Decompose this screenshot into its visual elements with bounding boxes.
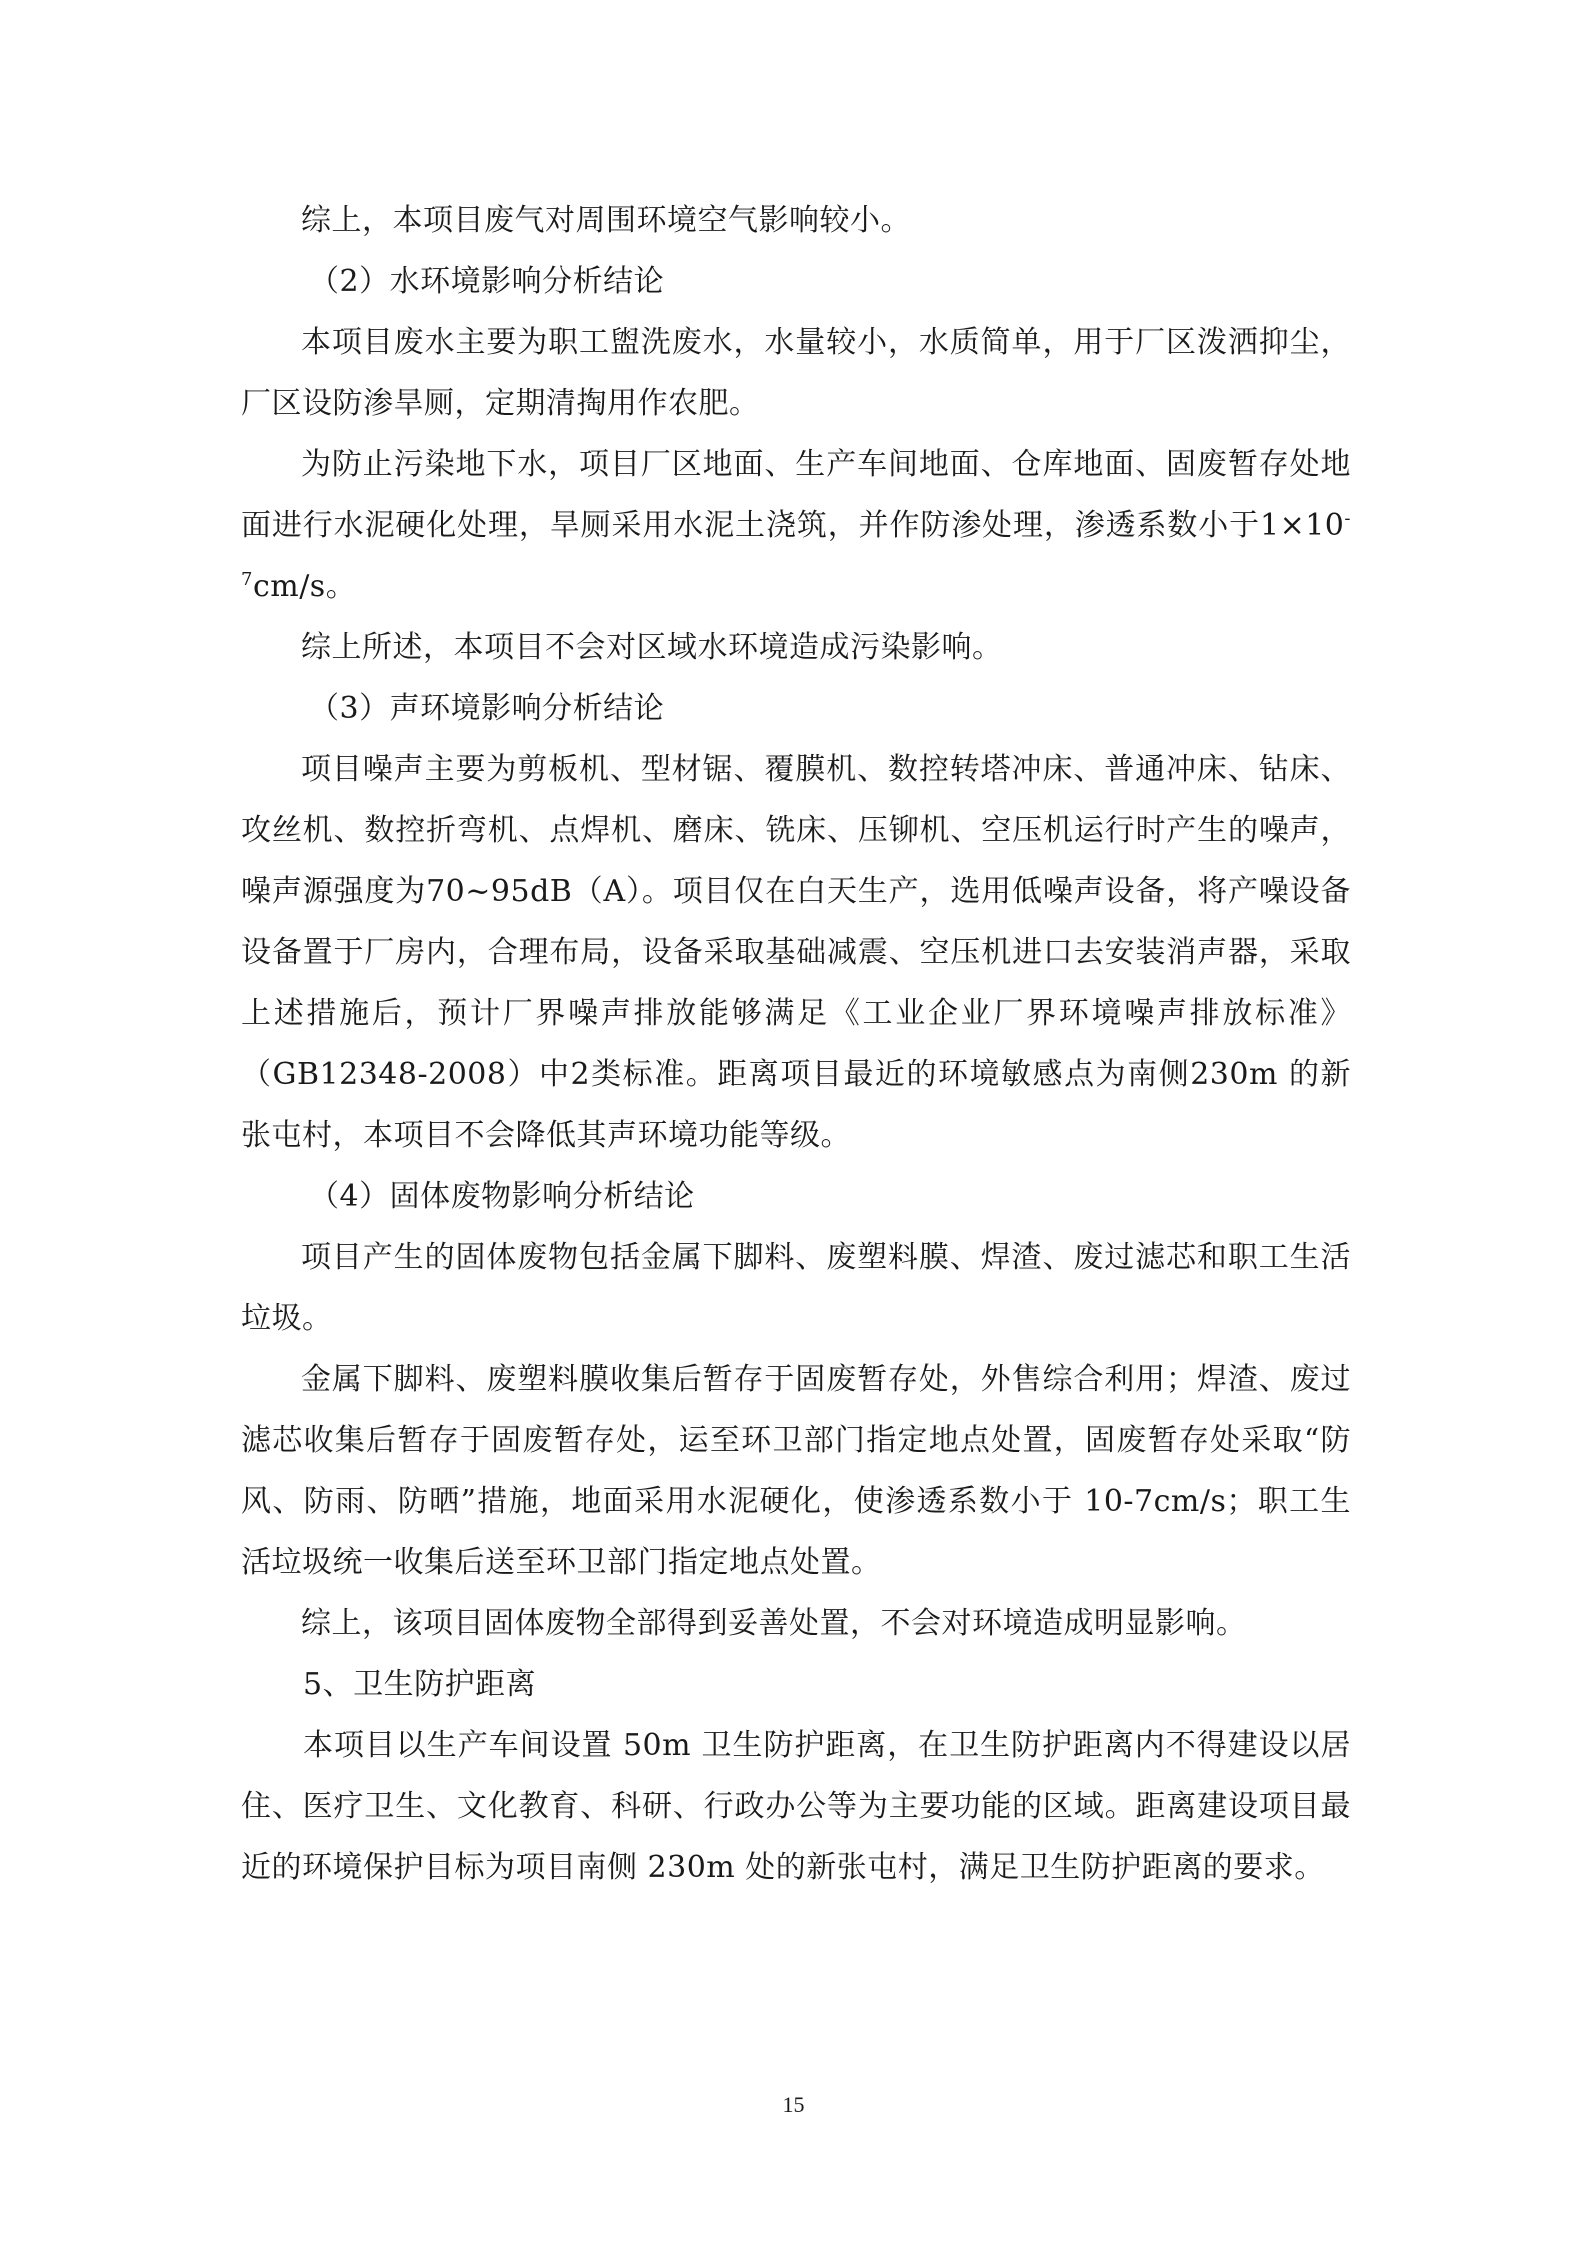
paragraph-air-summary: 综上，本项目废气对周围环境空气影响较小。 [301, 203, 911, 238]
page-number: 15 [782, 2092, 805, 2117]
unit-text: cm/s。 [252, 569, 357, 604]
exponent: -7 [241, 508, 1351, 590]
heading-sanitary-distance: 5、卫生防护距离 [303, 1667, 537, 1702]
paragraph-solid-waste-disposal: 金属下脚料、废塑料膜收集后暂存于固废暂存处，外售综合利用；焊渣、废过滤芯收集后暂存于固废暂存处，运至环卫部门指定地点处置，固废暂存处采取“防风、防雨、防晒”措施，地面采用水泥硬化，使渗透系数小于 10-7cm/s；职工生活垃圾统一收集后送至环卫部门指定地点处置。 [241, 1362, 1351, 1580]
heading-water-environment: （2）水环境影响分析结论 [309, 264, 665, 299]
paragraph-water-summary: 综上所述，本项目不会对区域水环境造成污染影响。 [301, 630, 1003, 665]
paragraph-groundwater-protection [241, 434, 1351, 617]
paragraph-solid-waste-types: 项目产生的固体废物包括金属下脚料、废塑料膜、焊渣、废过滤芯和职工生活垃圾。 [241, 1240, 1351, 1336]
paragraph-solid-waste-summary: 综上，该项目固体废物全部得到妥善处置，不会对环境造成明显影响。 [301, 1606, 1247, 1641]
document-body [241, 190, 1351, 1898]
paragraph-noise-analysis: 项目噪声主要为剪板机、型材锯、覆膜机、数控转塔冲床、普通冲床、钻床、攻丝机、数控折弯机、点焊机、磨床、铣床、压铆机、空压机运行时产生的噪声，噪声源强度为70~95dB（A）。项目仅在白天生产，选用低噪声设备，将产噪设备设备置于厂房内，合理布局，设备采取基础减震、空压机进口去安装消声器，采取上述措施后，预计厂界噪声排放能够满足《工业企业厂界环境噪声排放标准》（GB12348-2008）中2类标准。距离项目最近的环境敏感点为南侧230m 的新张屯村，本项目不会降低其声环境功能等级。 [241, 752, 1351, 1153]
heading-noise-environment: （3）声环境影响分析结论 [309, 691, 665, 726]
paragraph-sanitary-distance: 本项目以生产车间设置 50m 卫生防护距离，在卫生防护距离内不得建设以居住、医疗卫生、文化教育、科研、行政办公等为主要功能的区域。距离建设项目最近的环境保护目标为项目南侧 230m 处的新张屯村，满足卫生防护距离的要求。 [241, 1728, 1351, 1885]
heading-solid-waste: （4）固体废物影响分析结论 [309, 1179, 695, 1214]
paragraph-wastewater: 本项目废水主要为职工盥洗废水，水量较小，水质简单，用于厂区泼洒抑尘，厂区设防渗旱厕，定期清掏用作农肥。 [241, 325, 1351, 421]
groundwater-text: 为防止污染地下水，项目厂区地面、生产车间地面、仓库地面、固废暂存处地面进行水泥硬化处理，旱厕采用水泥土浇筑，并作防渗处理，渗透系数小于1×10 [241, 447, 1351, 543]
